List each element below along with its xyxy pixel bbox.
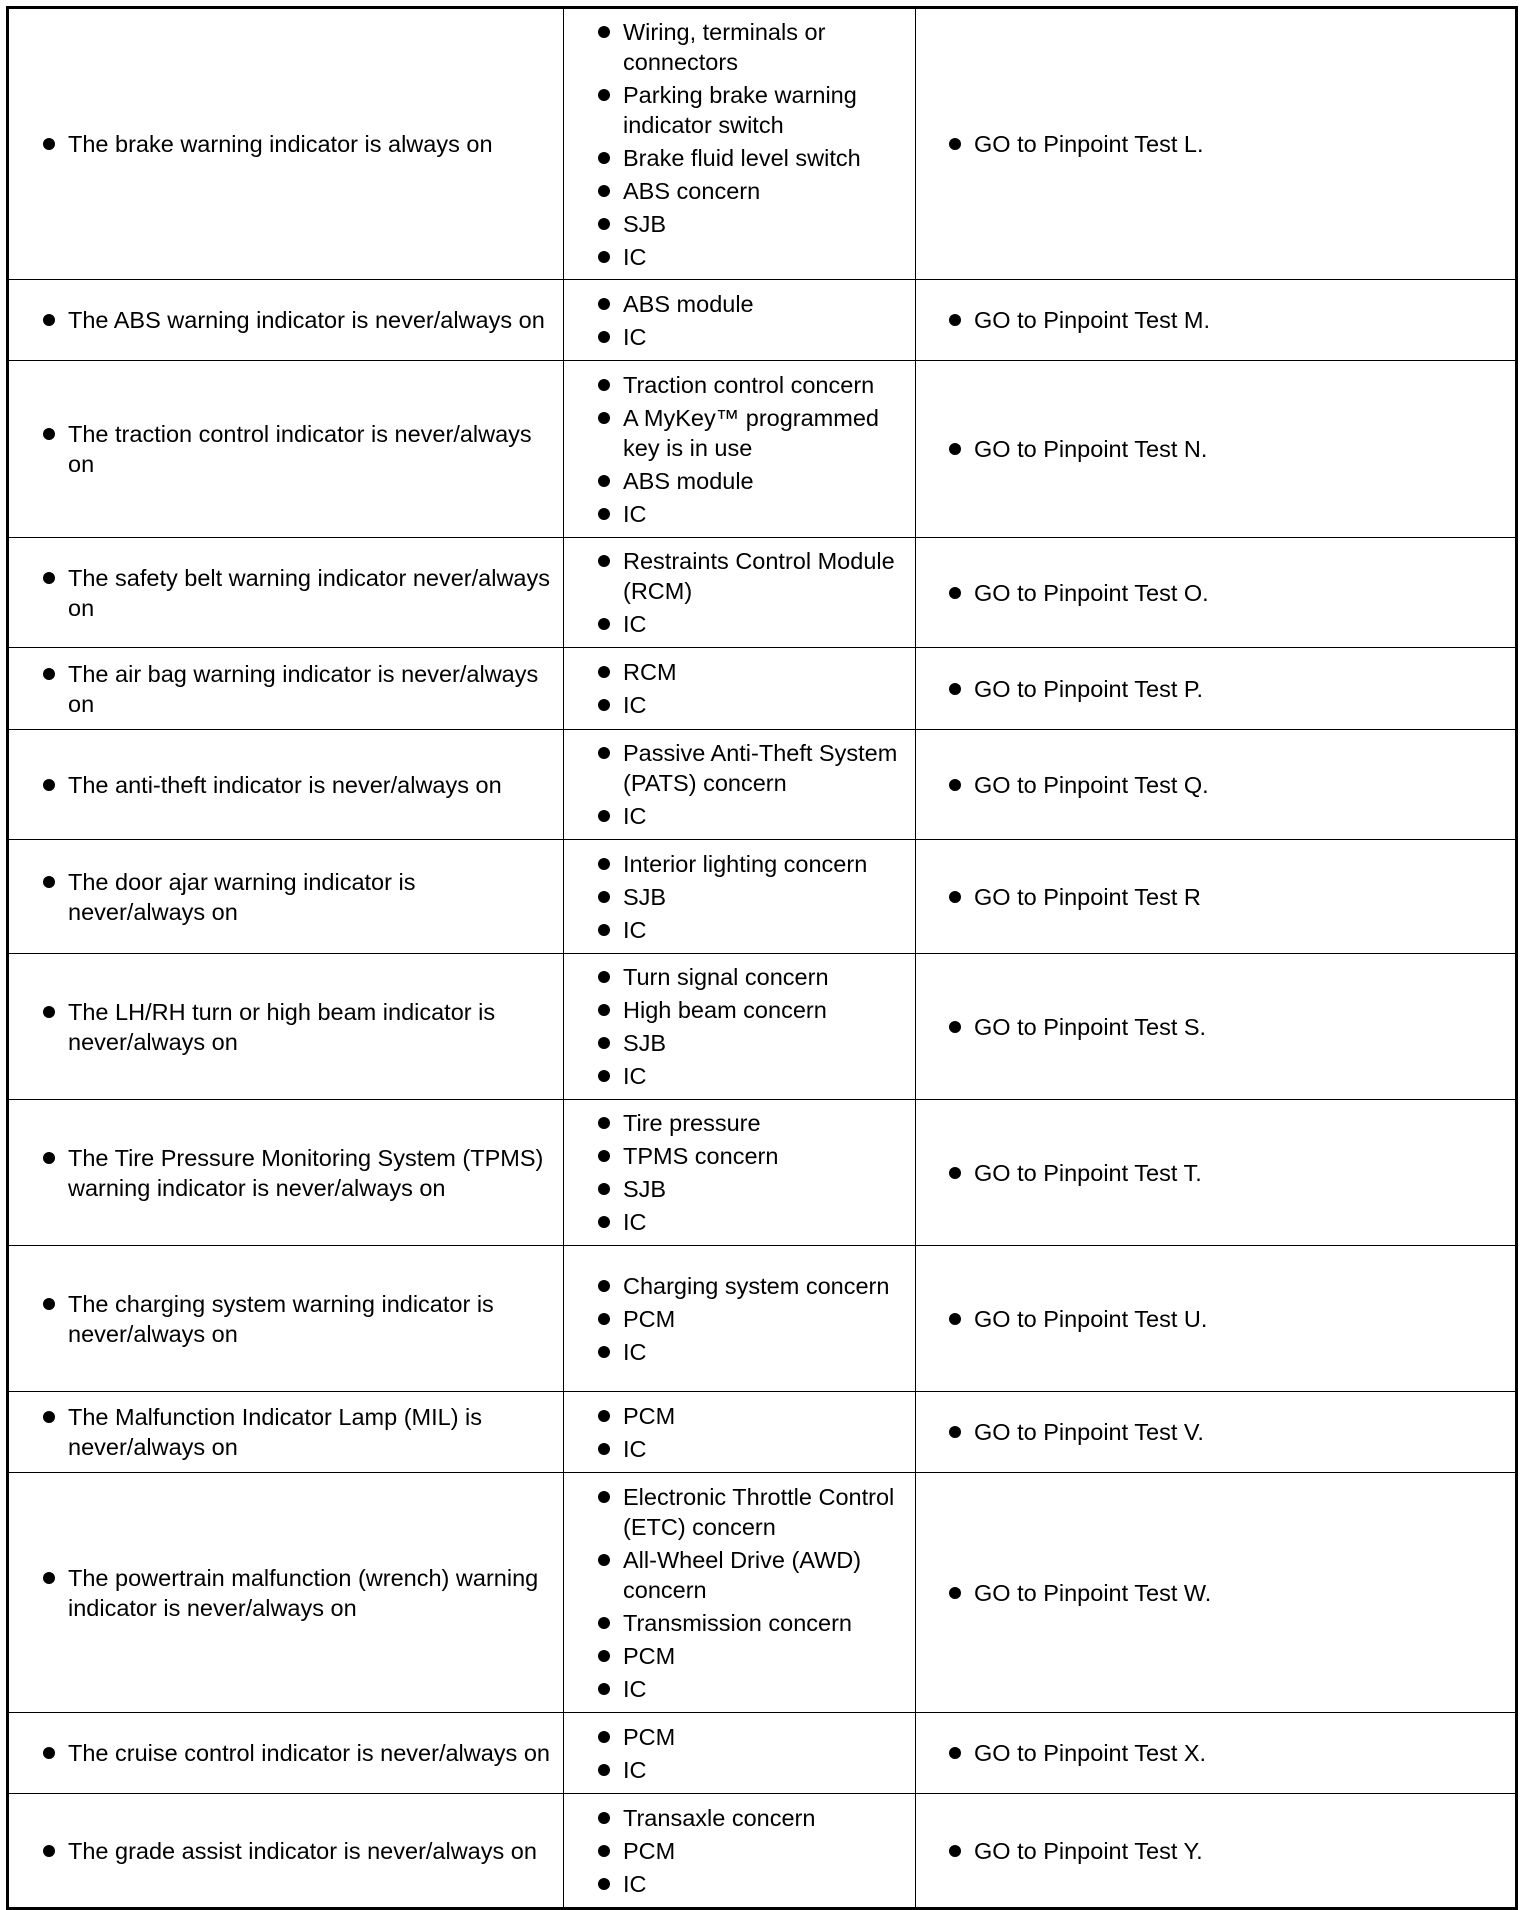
source-item: PCM (623, 1836, 907, 1866)
symptom-text: The LH/RH turn or high beam indicator is never/always on (68, 997, 553, 1057)
source-item: A MyKey™ programmed key is in use (623, 403, 907, 463)
symptom-chart-page (6, 6, 1515, 1910)
pinpoint-test-link: GO to Pinpoint Test U. (974, 1304, 1505, 1334)
possible-sources-cell (564, 1794, 916, 1909)
source-item: Traction control concern (623, 370, 907, 400)
source-item: SJB (623, 1028, 907, 1058)
table-row (8, 1713, 1517, 1794)
possible-sources-cell (564, 840, 916, 954)
source-item: PCM (623, 1304, 907, 1334)
action-cell (916, 730, 1517, 840)
symptom-text: The safety belt warning indicator never/always on (68, 563, 553, 623)
source-item: PCM (623, 1641, 907, 1671)
source-list (564, 1803, 915, 1899)
source-item: Interior lighting concern (623, 849, 907, 879)
possible-sources-cell (564, 730, 916, 840)
symptom-text: The Tire Pressure Monitoring System (TPMS) warning indicator is never/always on (68, 1143, 553, 1203)
source-list (564, 657, 915, 720)
symptom-cell (8, 1246, 564, 1392)
table-row (8, 280, 1517, 361)
source-item: IC (623, 1207, 907, 1237)
symptom-cell (8, 648, 564, 730)
source-list (564, 849, 915, 945)
action-cell (916, 1713, 1517, 1794)
source-item: High beam concern (623, 995, 907, 1025)
action-cell (916, 648, 1517, 730)
source-list (564, 1722, 915, 1785)
source-item: Turn signal concern (623, 962, 907, 992)
pinpoint-test-link: GO to Pinpoint Test R (974, 882, 1505, 912)
pinpoint-test-link: GO to Pinpoint Test N. (974, 434, 1505, 464)
pinpoint-test-link: GO to Pinpoint Test O. (974, 578, 1505, 608)
pinpoint-test-link: GO to Pinpoint Test V. (974, 1417, 1505, 1447)
action-cell (916, 1473, 1517, 1713)
source-item: RCM (623, 657, 907, 687)
source-item: IC (623, 801, 907, 831)
symptom-text: The brake warning indicator is always on (68, 129, 553, 159)
source-item: IC (623, 1061, 907, 1091)
pinpoint-test-link: GO to Pinpoint Test L. (974, 129, 1505, 159)
source-item: IC (623, 915, 907, 945)
source-item: Brake fluid level switch (623, 143, 907, 173)
symptom-cell (8, 8, 564, 280)
source-item: ABS module (623, 466, 907, 496)
table-row (8, 730, 1517, 840)
symptom-cell (8, 280, 564, 361)
source-item: SJB (623, 882, 907, 912)
source-list (564, 1482, 915, 1704)
source-list (564, 1271, 915, 1367)
symptom-text: The traction control indicator is never/always on (68, 419, 553, 479)
symptom-text: The powertrain malfunction (wrench) warning indicator is never/always on (68, 1563, 553, 1623)
symptom-cell (8, 730, 564, 840)
source-list (564, 1108, 915, 1237)
pinpoint-test-link: GO to Pinpoint Test S. (974, 1012, 1505, 1042)
source-item: PCM (623, 1401, 907, 1431)
source-item: IC (623, 1755, 907, 1785)
table-row (8, 361, 1517, 538)
pinpoint-test-link: GO to Pinpoint Test X. (974, 1738, 1505, 1768)
symptom-cell (8, 361, 564, 538)
pinpoint-test-link: GO to Pinpoint Test W. (974, 1578, 1505, 1608)
symptom-text: The anti-theft indicator is never/always on (68, 770, 553, 800)
action-cell (916, 1100, 1517, 1246)
pinpoint-test-link: GO to Pinpoint Test Y. (974, 1836, 1505, 1866)
possible-sources-cell (564, 954, 916, 1100)
symptom-cell (8, 1392, 564, 1473)
possible-sources-cell (564, 8, 916, 280)
symptom-cell (8, 538, 564, 648)
possible-sources-cell (564, 280, 916, 361)
source-item: Electronic Throttle Control (ETC) concern (623, 1482, 907, 1542)
source-item: IC (623, 690, 907, 720)
symptom-cell (8, 840, 564, 954)
source-item: Transmission concern (623, 1608, 907, 1638)
source-list (564, 289, 915, 352)
source-item: Passive Anti-Theft System (PATS) concern (623, 738, 907, 798)
table-row (8, 1246, 1517, 1392)
table-row (8, 1100, 1517, 1246)
possible-sources-cell (564, 1713, 916, 1794)
pinpoint-test-link: GO to Pinpoint Test M. (974, 305, 1505, 335)
source-item: TPMS concern (623, 1141, 907, 1171)
action-cell (916, 1392, 1517, 1473)
table-row (8, 1473, 1517, 1713)
source-item: SJB (623, 1174, 907, 1204)
action-cell (916, 538, 1517, 648)
pinpoint-test-link: GO to Pinpoint Test T. (974, 1158, 1505, 1188)
action-cell (916, 1794, 1517, 1909)
symptom-text: The ABS warning indicator is never/always on (68, 305, 553, 335)
symptom-text: The grade assist indicator is never/always on (68, 1836, 553, 1866)
source-item: IC (623, 242, 907, 272)
source-item: IC (623, 1337, 907, 1367)
source-list (564, 546, 915, 639)
table-row (8, 8, 1517, 280)
symptom-cell (8, 1100, 564, 1246)
source-item: SJB (623, 209, 907, 239)
source-item: IC (623, 322, 907, 352)
symptom-chart-body (8, 8, 1517, 1909)
possible-sources-cell (564, 1473, 916, 1713)
possible-sources-cell (564, 648, 916, 730)
source-item: ABS concern (623, 176, 907, 206)
source-list (564, 738, 915, 831)
symptom-cell (8, 1713, 564, 1794)
source-list (564, 962, 915, 1091)
source-item: ABS module (623, 289, 907, 319)
source-item: IC (623, 1869, 907, 1899)
symptom-chart-table (6, 6, 1518, 1910)
table-row (8, 538, 1517, 648)
source-list (564, 17, 915, 272)
source-item: IC (623, 609, 907, 639)
symptom-cell (8, 1473, 564, 1713)
symptom-text: The door ajar warning indicator is never/always on (68, 867, 553, 927)
action-cell (916, 361, 1517, 538)
table-row (8, 648, 1517, 730)
table-row (8, 1392, 1517, 1473)
source-item: Restraints Control Module (RCM) (623, 546, 907, 606)
possible-sources-cell (564, 1246, 916, 1392)
action-cell (916, 954, 1517, 1100)
table-row (8, 954, 1517, 1100)
symptom-text: The cruise control indicator is never/always on (68, 1738, 553, 1768)
symptom-cell (8, 1794, 564, 1909)
action-cell (916, 8, 1517, 280)
source-item: Tire pressure (623, 1108, 907, 1138)
source-item: Wiring, terminals or connectors (623, 17, 907, 77)
table-row (8, 840, 1517, 954)
possible-sources-cell (564, 1100, 916, 1246)
symptom-cell (8, 954, 564, 1100)
symptom-text: The charging system warning indicator is never/always on (68, 1289, 553, 1349)
action-cell (916, 1246, 1517, 1392)
table-row (8, 1794, 1517, 1909)
source-item: All-Wheel Drive (AWD) concern (623, 1545, 907, 1605)
pinpoint-test-link: GO to Pinpoint Test P. (974, 674, 1505, 704)
source-item: Charging system concern (623, 1271, 907, 1301)
source-item: IC (623, 1434, 907, 1464)
symptom-text: The Malfunction Indicator Lamp (MIL) is never/always on (68, 1402, 553, 1462)
source-list (564, 1401, 915, 1464)
source-item: Transaxle concern (623, 1803, 907, 1833)
pinpoint-test-link: GO to Pinpoint Test Q. (974, 770, 1505, 800)
possible-sources-cell (564, 538, 916, 648)
action-cell (916, 280, 1517, 361)
action-cell (916, 840, 1517, 954)
source-item: IC (623, 499, 907, 529)
source-item: PCM (623, 1722, 907, 1752)
source-item: IC (623, 1674, 907, 1704)
source-item: Parking brake warning indicator switch (623, 80, 907, 140)
possible-sources-cell (564, 361, 916, 538)
symptom-text: The air bag warning indicator is never/always on (68, 659, 553, 719)
possible-sources-cell (564, 1392, 916, 1473)
source-list (564, 370, 915, 529)
